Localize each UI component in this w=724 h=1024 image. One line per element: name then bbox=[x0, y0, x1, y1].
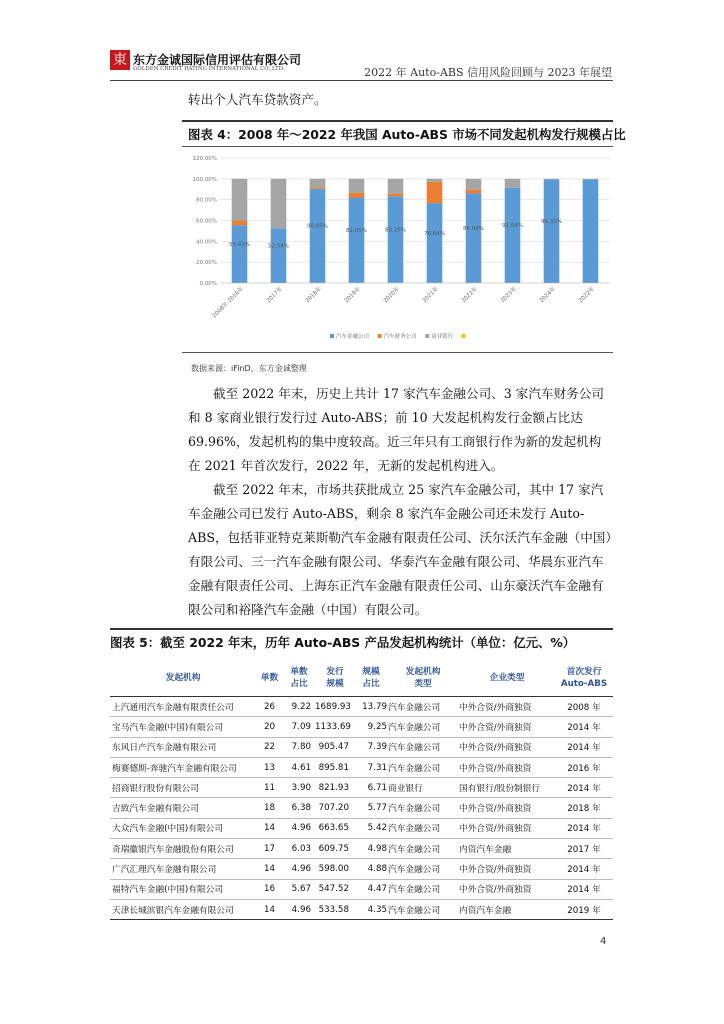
cell-first-issue: 2016 年 bbox=[555, 757, 613, 777]
intro-line: 转出个人汽车贷款资产。 bbox=[188, 92, 327, 107]
cell-volume-share: 4.98 bbox=[355, 839, 387, 859]
y-tick-label: 120.00% bbox=[192, 156, 217, 162]
y-tick-label: 40.00% bbox=[196, 239, 217, 246]
table-row bbox=[110, 697, 613, 717]
cell-issuer: 梅赛德斯-奔驰汽车金融有限公司 bbox=[110, 757, 256, 777]
bar-segment bbox=[310, 189, 326, 283]
cell-issuer-type: 汽车金融公司 bbox=[387, 839, 459, 859]
cell-volume: 707.20 bbox=[315, 798, 355, 818]
cell-issuer-type: 汽车金融公司 bbox=[387, 737, 459, 757]
table-row bbox=[110, 737, 613, 757]
bar-segment bbox=[388, 194, 404, 197]
cell-issuer: 广汽汇理汽车金融有限公司 bbox=[110, 859, 256, 879]
bar-segment bbox=[583, 179, 599, 180]
cell-volume-share: 4.88 bbox=[355, 859, 387, 879]
figure4-caption-rule bbox=[182, 146, 613, 147]
legend-label: 汽车金融公司 bbox=[336, 334, 370, 340]
cell-enterprise-type: 中外合资/外商独资 bbox=[459, 757, 555, 777]
company-name-en: GOLDEN CREDIT RATING INTERNATIONAL CO.,LTD. bbox=[133, 66, 285, 72]
cell-issuer-type: 商业银行 bbox=[387, 778, 459, 798]
cell-enterprise-type: 内资汽车金融 bbox=[459, 839, 555, 859]
bar-segment bbox=[349, 179, 365, 193]
cell-issuer-type: 汽车金融公司 bbox=[387, 757, 459, 777]
cell-count-share: 9.22 bbox=[283, 697, 315, 717]
bar-segment bbox=[388, 179, 404, 194]
bar-segment bbox=[271, 228, 287, 283]
cell-volume: 547.52 bbox=[315, 879, 355, 899]
report-title: 2022 年 Auto-ABS 信用风险回顾与 2023 年展望 bbox=[364, 66, 612, 79]
table-row bbox=[110, 757, 613, 777]
cell-issuer: 招商银行股份有限公司 bbox=[110, 778, 256, 798]
x-tick-label: 2020年 bbox=[382, 286, 401, 305]
cell-issuer-type: 汽车金融公司 bbox=[387, 879, 459, 899]
table-row bbox=[110, 859, 613, 879]
cell-volume: 598.00 bbox=[315, 859, 355, 879]
bar-segment bbox=[427, 182, 443, 203]
cell-enterprise-type: 国有银行/股份制银行 bbox=[459, 778, 555, 798]
cell-enterprise-type: 中外合资/外商独资 bbox=[459, 737, 555, 757]
cell-count-share: 4.96 bbox=[283, 899, 315, 919]
x-tick-label: 2018年 bbox=[304, 286, 323, 305]
cell-enterprise-type: 内资汽车金融 bbox=[459, 899, 555, 919]
data-label: 91.54% bbox=[502, 222, 523, 229]
bar-segment bbox=[544, 180, 560, 283]
col-header-first-issue: 首次发行 Auto-ABS bbox=[555, 660, 613, 697]
cell-count-share: 3.90 bbox=[283, 778, 315, 798]
figure4-bottom-rule bbox=[182, 352, 613, 353]
data-label: 90.45% bbox=[307, 223, 328, 230]
cell-count: 13 bbox=[256, 757, 283, 777]
cell-issuer: 东风日产汽车金融有限公司 bbox=[110, 737, 256, 757]
bar-segment bbox=[505, 188, 521, 283]
cell-count: 26 bbox=[256, 697, 283, 717]
cell-issuer-type: 汽车金融公司 bbox=[387, 899, 459, 919]
cell-volume: 1689.93 bbox=[315, 697, 355, 717]
col-header-volume: 发行 规模 bbox=[315, 660, 355, 697]
figure4-source: 数据来源：iFinD，东方金诚整理 bbox=[191, 364, 307, 373]
stacked-bar-chart bbox=[182, 148, 613, 348]
legend-swatch bbox=[378, 334, 382, 338]
data-label: 99.31% bbox=[541, 218, 562, 225]
table-row bbox=[110, 818, 613, 838]
cell-enterprise-type: 中外合资/外商独资 bbox=[459, 717, 555, 737]
cell-issuer: 奇瑞徽银汽车金融股份有限公司 bbox=[110, 839, 256, 859]
cell-issuer: 天津长城滨银汽车金融有限公司 bbox=[110, 899, 256, 919]
cell-volume-share: 6.71 bbox=[355, 778, 387, 798]
header-divider bbox=[110, 80, 613, 81]
cell-issuer: 吉致汽车金融有限公司 bbox=[110, 798, 256, 818]
bar-segment bbox=[310, 179, 326, 187]
figure4-top-rule bbox=[182, 120, 613, 122]
data-label: 83.25% bbox=[385, 227, 406, 234]
cell-volume-share: 9.25 bbox=[355, 717, 387, 737]
cell-volume: 1133.69 bbox=[315, 717, 355, 737]
cell-enterprise-type: 中外合资/外商独资 bbox=[459, 859, 555, 879]
bar-segment bbox=[271, 179, 287, 228]
table-row bbox=[110, 839, 613, 859]
cell-first-issue: 2014 年 bbox=[555, 717, 613, 737]
cell-count-share: 7.80 bbox=[283, 737, 315, 757]
cell-volume-share: 4.35 bbox=[355, 899, 387, 919]
cell-first-issue: 2014 年 bbox=[555, 879, 613, 899]
cell-issuer-type: 汽车金融公司 bbox=[387, 859, 459, 879]
x-tick-label: 2023年 bbox=[499, 286, 518, 305]
table5-caption: 图表 5：截至 2022 年末，历年 Auto-ABS 产品发起机构统计（单位：亿元、%） bbox=[110, 635, 576, 650]
bar-segment bbox=[505, 179, 521, 188]
cell-count-share: 4.96 bbox=[283, 818, 315, 838]
cell-volume-share: 13.79 bbox=[355, 697, 387, 717]
company-name-cn: 东方金诚国际信用评估有限公司 bbox=[133, 53, 302, 67]
cell-first-issue: 2014 年 bbox=[555, 818, 613, 838]
data-label: 55.41% bbox=[229, 241, 250, 248]
cell-first-issue: 2018 年 bbox=[555, 798, 613, 818]
cell-issuer-type: 汽车金融公司 bbox=[387, 717, 459, 737]
cell-volume-share: 7.31 bbox=[355, 757, 387, 777]
cell-count: 14 bbox=[256, 859, 283, 879]
cell-volume: 663.65 bbox=[315, 818, 355, 838]
bar-segment bbox=[427, 203, 443, 283]
table-row bbox=[110, 717, 613, 737]
bar-segment bbox=[349, 193, 365, 198]
bar-segment bbox=[232, 225, 248, 283]
bar-segment bbox=[349, 198, 365, 283]
col-header-enterprise-type: 企业类型 bbox=[459, 660, 555, 697]
y-tick-label: 0.00% bbox=[199, 281, 217, 287]
cell-count: 18 bbox=[256, 798, 283, 818]
y-tick-label: 80.00% bbox=[196, 197, 217, 204]
cell-volume: 533.58 bbox=[315, 899, 355, 919]
cell-first-issue: 2014 年 bbox=[555, 778, 613, 798]
cell-count-share: 7.09 bbox=[283, 717, 315, 737]
issuer-statistics-table bbox=[110, 660, 613, 920]
cell-volume-share: 5.42 bbox=[355, 818, 387, 838]
paragraph-2: 截至 2022 年末，市场共获批成立 25 家汽车金融公司，其中 17 家汽车金融公司已发行 Auto-ABS，剩余 8 家汽车金融公司还未发行 Auto-ABS，包括菲亚特克莱斯勒汽车金融有限责任公司、沃尔沃汽车金融（中国）有限公司、三一汽车金融有限公司、华泰汽车金融有限公司、华晨东亚汽车金融有限责任公司、上海东正汽车金融有限责任公司、山东豪沃汽车金融有限公司和裕隆汽车金融（中国）有限公司。 bbox=[188, 482, 612, 617]
page-number: 4 bbox=[600, 936, 607, 947]
y-tick-label: 100.00% bbox=[192, 176, 217, 183]
data-label: 86.08% bbox=[463, 225, 484, 232]
data-label: 82.05% bbox=[346, 227, 367, 234]
cell-volume: 895.81 bbox=[315, 757, 355, 777]
paragraph-1: 截至 2022 年末，历史上共计 17 家汽车金融公司、3 家汽车财务公司和 8 家商业银行发行过 Auto-ABS；前 10 大发起机构发行金额占比达 69.96%，发起机构的集中度较高。近三年只有工商银行作为新的发起机构在 2021 年首次发行，2022 年，无新的发起机构进入。 bbox=[188, 386, 604, 473]
cell-volume-share: 4.47 bbox=[355, 879, 387, 899]
cell-first-issue: 2008 年 bbox=[555, 697, 613, 717]
data-label: 76.64% bbox=[424, 230, 445, 237]
x-tick-label: 2022年 bbox=[460, 286, 479, 305]
legend-swatch bbox=[462, 334, 466, 338]
cell-enterprise-type: 中外合资/外商独资 bbox=[459, 879, 555, 899]
bar-segment bbox=[310, 187, 326, 189]
table-row bbox=[110, 798, 613, 818]
cell-count-share: 6.03 bbox=[283, 839, 315, 859]
col-header-issuer: 发起机构 bbox=[110, 660, 256, 697]
cell-count: 14 bbox=[256, 899, 283, 919]
figure4-caption: 图表 4：2008 年～2022 年我国 Auto-ABS 市场不同发起机构发行规模占比 bbox=[188, 127, 626, 142]
cell-enterprise-type: 中外合资/外商独资 bbox=[459, 798, 555, 818]
cell-volume: 609.75 bbox=[315, 839, 355, 859]
x-tick-label: 2024年 bbox=[538, 286, 557, 305]
bar-segment bbox=[232, 179, 248, 221]
col-header-count: 单数 bbox=[256, 660, 283, 697]
cell-volume: 905.47 bbox=[315, 737, 355, 757]
cell-volume-share: 5.77 bbox=[355, 798, 387, 818]
bar-segment bbox=[388, 196, 404, 283]
cell-count: 14 bbox=[256, 818, 283, 838]
bar-segment bbox=[544, 179, 560, 180]
data-label: 52.54% bbox=[268, 243, 289, 250]
cell-enterprise-type: 中外合资/外商独资 bbox=[459, 697, 555, 717]
cell-issuer: 福特汽车金融(中国)有限公司 bbox=[110, 879, 256, 899]
cell-enterprise-type: 中外合资/外商独资 bbox=[459, 818, 555, 838]
bar-segment bbox=[427, 179, 443, 182]
cell-volume-share: 7.39 bbox=[355, 737, 387, 757]
col-header-issuer-type: 发起机构 类型 bbox=[387, 660, 459, 697]
x-tick-label: 2021年 bbox=[421, 286, 440, 305]
legend-label: 汽车财务公司 bbox=[383, 334, 417, 340]
legend-swatch bbox=[330, 334, 334, 338]
bar-segment bbox=[232, 221, 248, 226]
cell-issuer: 宝马汽车金融(中国)有限公司 bbox=[110, 717, 256, 737]
cell-issuer: 大众汽车金融(中国)有限公司 bbox=[110, 818, 256, 838]
cell-count-share: 6.38 bbox=[283, 798, 315, 818]
cell-count-share: 5.67 bbox=[283, 879, 315, 899]
cell-first-issue: 2019 年 bbox=[555, 899, 613, 919]
table-header-row bbox=[110, 660, 613, 697]
cell-count: 16 bbox=[256, 879, 283, 899]
x-tick-label: 2022年 bbox=[577, 286, 596, 305]
y-tick-label: 20.00% bbox=[196, 260, 217, 267]
cell-count: 20 bbox=[256, 717, 283, 737]
col-header-volume-share: 规模 占比 bbox=[355, 660, 387, 697]
cell-first-issue: 2014 年 bbox=[555, 737, 613, 757]
bar-segment bbox=[466, 190, 482, 194]
x-tick-label: 2008年-2016年 bbox=[211, 286, 245, 320]
col-header-count-share: 单数 占比 bbox=[283, 660, 315, 697]
cell-count: 11 bbox=[256, 778, 283, 798]
cell-issuer-type: 汽车金融公司 bbox=[387, 697, 459, 717]
cell-volume: 821.93 bbox=[315, 778, 355, 798]
x-tick-label: 2019年 bbox=[343, 286, 362, 305]
cell-count-share: 4.61 bbox=[283, 757, 315, 777]
cell-count-share: 4.96 bbox=[283, 859, 315, 879]
bar-segment bbox=[466, 179, 482, 190]
x-tick-label: 2017年 bbox=[265, 286, 284, 305]
bar-segment bbox=[583, 180, 599, 283]
y-tick-label: 60.00% bbox=[196, 218, 217, 225]
bar-segment bbox=[466, 193, 482, 283]
table-row bbox=[110, 879, 613, 899]
table5-top-rule bbox=[110, 628, 613, 630]
cell-count: 22 bbox=[256, 737, 283, 757]
table-row bbox=[110, 899, 613, 919]
company-logo-icon: 東 bbox=[110, 50, 130, 70]
cell-issuer-type: 汽车金融公司 bbox=[387, 818, 459, 838]
cell-first-issue: 2017 年 bbox=[555, 839, 613, 859]
cell-count: 17 bbox=[256, 839, 283, 859]
cell-first-issue: 2014 年 bbox=[555, 859, 613, 879]
legend-swatch bbox=[425, 334, 429, 338]
cell-issuer-type: 汽车金融公司 bbox=[387, 798, 459, 818]
table-row bbox=[110, 778, 613, 798]
legend-label: 商业银行 bbox=[431, 334, 454, 340]
cell-issuer: 上汽通用汽车金融有限责任公司 bbox=[110, 697, 256, 717]
